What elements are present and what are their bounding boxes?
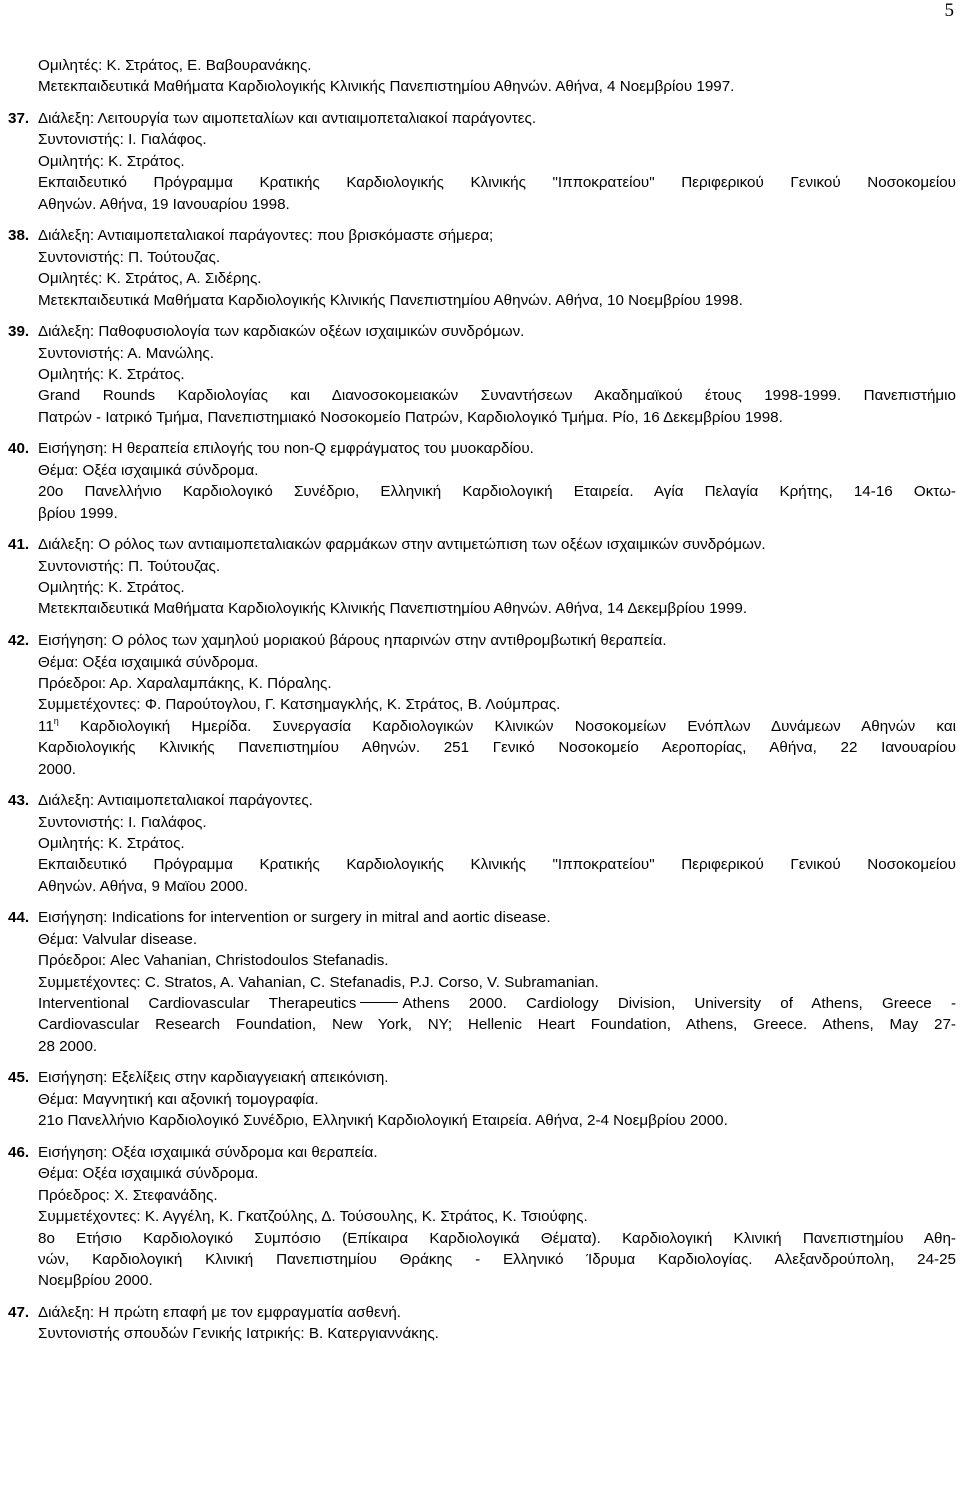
venue-line-cont: βρίου 1999. bbox=[38, 504, 118, 522]
entry-39 bbox=[0, 321, 960, 428]
participants-line: Συμμετέχοντες: Κ. Αγγέλη, Κ. Γκατζούλης, Δ. Τούσουλης, Κ. Στράτος, Κ. Τσιούφης. bbox=[38, 1208, 588, 1226]
entry-46 bbox=[0, 1142, 960, 1292]
lecture-title: Διάλεξη: Παθοφυσιολογία των καρδιακών οξέων ισχαιμικών συνδρόμων. bbox=[38, 323, 525, 341]
chairs-line: Πρόεδροι: Alec Vahanian, Christodoulos Stefanadis. bbox=[38, 952, 389, 970]
entry-number: 40. bbox=[8, 440, 30, 458]
speakers-line: Ομιλητές: Κ. Στράτος, Α. Σιδέρης. bbox=[38, 270, 262, 288]
coordinator-line: Συντονιστής: Α. Μανώλης. bbox=[38, 344, 214, 362]
presentation-title: Εισήγηση: Εξελίξεις στην καρδιαγγειακή απεικόνιση. bbox=[38, 1069, 389, 1087]
topic-line: Θέμα: Οξέα ισχαιμικά σύνδρομα. bbox=[38, 461, 259, 479]
entry-45 bbox=[0, 1067, 960, 1131]
entry-number: 42. bbox=[8, 632, 30, 650]
entry-number: 45. bbox=[8, 1069, 30, 1087]
venue-line: 20ο Πανελλήνιο Καρδιολογικό Συνέδριο, Ελληνική Καρδιολογική Εταιρεία. Αγία Πελαγία Κρήτης, 14-16 Οκτω- bbox=[38, 483, 956, 501]
page-number: 5 bbox=[944, 0, 954, 21]
topic-line: Θέμα: Οξέα ισχαιμικά σύνδρομα. bbox=[38, 1165, 259, 1183]
entry-44 bbox=[0, 907, 960, 1057]
entry-47 bbox=[0, 1302, 960, 1345]
venue-line bbox=[0, 716, 960, 737]
participants-line: Συμμετέχοντες: Φ. Παρούτογλου, Γ. Κατσημαγκλής, Κ. Στράτος, Β. Λούμπρας. bbox=[38, 696, 561, 714]
venue-line: Μετεκπαιδευτικά Μαθήματα Καρδιολογικής Κλινικής Πανεπιστημίου Αθηνών. Αθήνα, 4 Νοεμβρίου 1997. bbox=[38, 78, 735, 96]
speaker-line: Ομιλητής: Κ. Στράτος. bbox=[38, 365, 185, 383]
venue-line-cont: Cardiovascular Research Foundation, New York, NY; Hellenic Heart Foundation, Athens, Greece. Athens, May 27- bbox=[38, 1016, 956, 1034]
venue-line-cont: νών, Καρδιολογική Κλινική Πανεπιστημίου Θράκης - Ελληνικό Ίδρυμα Καρδιολογίας. Αλεξανδρούπολη, 24-25 bbox=[38, 1250, 956, 1268]
venue-line-end: 28 2000. bbox=[38, 1037, 98, 1055]
entry-42 bbox=[0, 630, 960, 780]
venue-line bbox=[0, 993, 960, 1014]
venue-line: 8ο Ετήσιο Καρδιολογικό Συμπόσιο (Επίκαιρα Καρδιολογικά Θέματα). Καρδιολογική Κλινική Πανεπιστημίου Αθη- bbox=[38, 1229, 956, 1247]
topic-line: Θέμα: Οξέα ισχαιμικά σύνδρομα. bbox=[38, 653, 259, 671]
ordinal-number: 11 bbox=[38, 717, 54, 735]
entry-36-continued bbox=[0, 55, 960, 98]
chair-line: Πρόεδρος: Χ. Στεφανάδης. bbox=[38, 1186, 218, 1204]
speakers-line: Ομιλητές: Κ. Στράτος, Ε. Βαβουρανάκης. bbox=[38, 57, 312, 74]
document-body bbox=[0, 55, 960, 1345]
venue-line: Μετεκπαιδευτικά Μαθήματα Καρδιολογικής Κλινικής Πανεπιστημίου Αθηνών. Αθήνα, 10 Νοεμβρίου 1998. bbox=[38, 291, 743, 309]
entry-40 bbox=[0, 438, 960, 524]
venue-line-cont: Αθηνών. Αθήνα, 9 Μαϊου 2000. bbox=[38, 877, 248, 895]
entry-number: 46. bbox=[8, 1143, 30, 1161]
topic-line: Θέμα: Valvular disease. bbox=[38, 930, 198, 948]
entry-number: 47. bbox=[8, 1303, 30, 1321]
entry-38 bbox=[0, 225, 960, 311]
topic-line: Θέμα: Μαγνητική και αξονική τομογραφία. bbox=[38, 1090, 319, 1108]
venue-line-cont: Αθηνών. Αθήνα, 19 Ιανουαρίου 1998. bbox=[38, 195, 290, 213]
lecture-title: Διάλεξη: Λειτουργία των αιμοπεταλίων και αντιαιμοπεταλιακοί παράγοντες. bbox=[38, 110, 537, 128]
participants-line: Συμμετέχοντες: C. Stratos, A. Vahanian, C. Stefanadis, P.J. Corso, V. Subramanian. bbox=[38, 973, 599, 991]
entry-number: 44. bbox=[8, 909, 30, 927]
entry-41 bbox=[0, 534, 960, 620]
coordinator-line: Συντονιστής: Π. Τούτουζας. bbox=[38, 557, 221, 575]
coordinator-line: Συντονιστής: Ι. Γιαλάφος. bbox=[38, 131, 207, 149]
venue-line: Grand Rounds Καρδιολογίας και Διανοσοκομειακών Συναντήσεων Ακαδημαϊκού έτους 1998-1999. Πανεπιστήμιο bbox=[38, 387, 956, 405]
entry-43 bbox=[0, 790, 960, 897]
coordinator-line: Συντονιστής σπουδών Γενικής Ιατρικής: Β. Κατεργιαννάκης. bbox=[38, 1325, 439, 1343]
lecture-title: Διάλεξη: Αντιαιμοπεταλιακοί παράγοντες: που βρισκόμαστε σήμερα; bbox=[38, 227, 494, 245]
speaker-line: Ομιλητής: Κ. Στράτος. bbox=[38, 579, 185, 597]
entry-number: 39. bbox=[8, 323, 30, 341]
venue-line: Εκπαιδευτικό Πρόγραμμα Κρατικής Καρδιολογικής Κλινικής "Ιπποκρατείου" Περιφερικού Γενικού Νοσοκομείου bbox=[38, 174, 956, 192]
venue-text: Athens 2000. Cardiology Division, University of Athens, Greece - bbox=[402, 995, 956, 1012]
venue-line: Μετεκπαιδευτικά Μαθήματα Καρδιολογικής Κλινικής Πανεπιστημίου Αθηνών. Αθήνα, 14 Δεκεμβρίου 1999. bbox=[38, 600, 748, 618]
entry-number: 43. bbox=[8, 792, 30, 810]
event-name: Interventional Cardiovascular Therapeutics bbox=[38, 995, 357, 1012]
venue-line-end: 2000. bbox=[38, 760, 77, 778]
entry-number: 37. bbox=[8, 110, 30, 128]
venue-line-cont: Καρδιολογικής Κλινικής Πανεπιστημίου Αθηνών. 251 Γενικό Νοσοκομείο Αεροπορίας, Αθήνα, 22 Ιανουαρίου bbox=[38, 739, 956, 757]
venue-text: Καρδιολογική Ημερίδα. Συνεργασία Καρδιολογικών Κλινικών Νοσοκομείων Ενόπλων Δυνάμεων Αθηνών και bbox=[58, 717, 956, 735]
presentation-title: Εισήγηση: Ο ρόλος των χαμηλού μοριακού βάρους ηπαρινών στην αντιθρομβωτική θεραπεία. bbox=[38, 632, 667, 650]
entry-37 bbox=[0, 108, 960, 215]
ordinal-suffix: η bbox=[53, 715, 59, 726]
coordinator-line: Συντονιστής: Ι. Γιαλάφος. bbox=[38, 813, 207, 831]
coordinator-line: Συντονιστής: Π. Τούτουζας. bbox=[38, 248, 221, 266]
em-dash-rule bbox=[360, 1002, 398, 1003]
presentation-title: Εισήγηση: Indications for intervention or surgery in mitral and aortic disease. bbox=[38, 909, 551, 927]
presentation-title: Εισήγηση: Οξέα ισχαιμικά σύνδρομα και θεραπεία. bbox=[38, 1143, 378, 1161]
speaker-line: Ομιλητής: Κ. Στράτος. bbox=[38, 834, 185, 852]
venue-line: Εκπαιδευτικό Πρόγραμμα Κρατικής Καρδιολογικής Κλινικής "Ιπποκρατείου" Περιφερικού Γενικού Νοσοκομείου bbox=[38, 856, 956, 874]
venue-line-end: Νοεμβρίου 2000. bbox=[38, 1272, 153, 1290]
lecture-title: Διάλεξη: Ο ρόλος των αντιαιμοπεταλιακών φαρμάκων στην αντιμετώπιση των οξέων ισχαιμικών συνδρόμων. bbox=[38, 536, 766, 554]
presentation-title: Εισήγηση: Η θεραπεία επιλογής του non-Q εμφράγματος του μυοκαρδίου. bbox=[38, 440, 534, 458]
venue-line-cont: Πατρών - Ιατρικό Τμήμα, Πανεπιστημιακό Νοσοκομείο Πατρών, Καρδιολογικό Τμήμα. Ρίο, 16 Δεκεμβρίου 1998. bbox=[38, 408, 783, 426]
lecture-title: Διάλεξη: Αντιαιμοπεταλιακοί παράγοντες. bbox=[38, 792, 313, 810]
chairs-line: Πρόεδροι: Αρ. Χαραλαμπάκης, Κ. Πόραλης. bbox=[38, 674, 332, 692]
speaker-line: Ομιλητής: Κ. Στράτος. bbox=[38, 152, 185, 170]
entry-number: 41. bbox=[8, 536, 30, 554]
lecture-title: Διάλεξη: Η πρώτη επαφή με τον εμφραγματία ασθενή. bbox=[38, 1303, 401, 1321]
venue-line: 21ο Πανελλήνιο Καρδιολογικό Συνέδριο, Ελληνική Καρδιολογική Εταιρεία. Αθήνα, 2-4 Νοεμβρίου 2000. bbox=[38, 1112, 728, 1130]
entry-number: 38. bbox=[8, 227, 30, 245]
